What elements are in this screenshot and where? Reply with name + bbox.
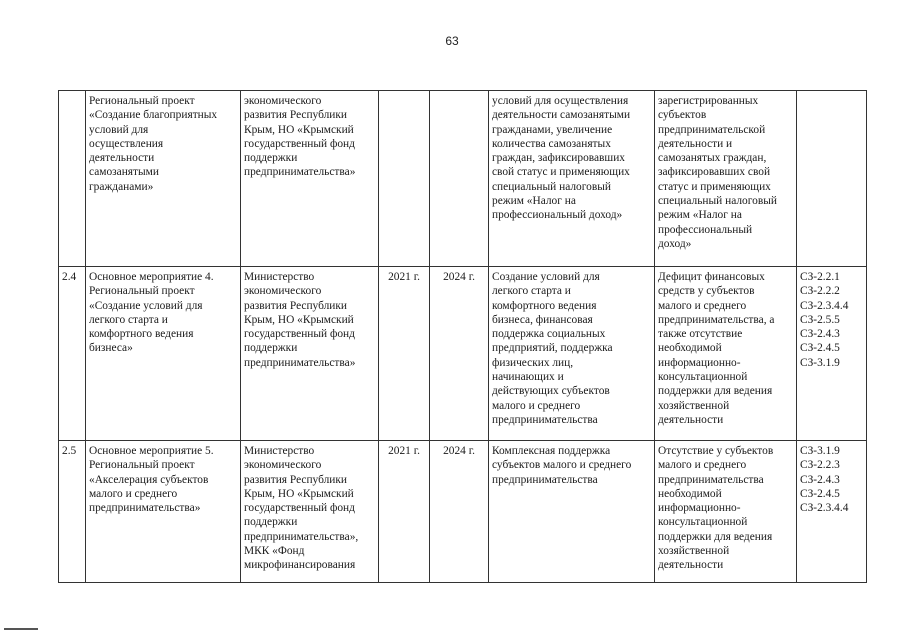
table-row bbox=[59, 91, 867, 267]
cell-expected-result-line: свой статус и применяющих bbox=[492, 166, 630, 179]
table-body bbox=[59, 91, 867, 583]
scan-edge-mark bbox=[4, 628, 38, 630]
program-activities-table bbox=[58, 90, 867, 583]
cell-expected-result-line: субъектов малого и среднего bbox=[492, 459, 632, 472]
cell-expected-result-line: профессиональный доход» bbox=[492, 209, 623, 222]
cell-consequences-line: Отсутствие у субъектов bbox=[658, 445, 774, 457]
cell-executor bbox=[241, 441, 379, 583]
cell-executor-line: развития Республики bbox=[244, 109, 348, 122]
cell-indicator-codes bbox=[797, 91, 867, 267]
cell-executor-line: экономического bbox=[244, 95, 322, 107]
cell-consequences-line: хозяйственной bbox=[658, 399, 730, 412]
cell-expected-result-line: Создание условий для bbox=[492, 271, 600, 283]
cell-consequences-line: самозанятых граждан, bbox=[658, 152, 767, 165]
cell-indicator-codes-line: СЗ-2.2.2 bbox=[800, 285, 840, 298]
cell-indicator-codes bbox=[797, 267, 867, 441]
cell-activity-name-line: Основное мероприятие 5. bbox=[89, 445, 214, 457]
cell-executor-line: государственный фонд bbox=[244, 328, 355, 341]
cell-activity-name-line: осуществления bbox=[89, 137, 164, 150]
cell-consequences bbox=[655, 91, 797, 267]
cell-end-year bbox=[430, 91, 489, 267]
cell-executor-line: предпринимательства» bbox=[244, 356, 356, 369]
cell-activity-name-line: гражданами» bbox=[89, 180, 154, 193]
cell-consequences-line: деятельности и bbox=[658, 137, 733, 150]
cell-consequences-line: информационно- bbox=[658, 502, 741, 515]
cell-consequences-line: малого и среднего bbox=[658, 299, 747, 312]
cell-indicator-codes-line: СЗ-2.2.1 bbox=[800, 271, 840, 283]
cell-executor-line: развития Республики bbox=[244, 473, 348, 486]
cell-executor-line: Крым, НО «Крымский bbox=[244, 313, 354, 326]
cell-activity-name-line: Основное мероприятие 4. bbox=[89, 271, 214, 283]
cell-consequences-line: статус и применяющих bbox=[658, 180, 771, 193]
cell-expected-result-line: количества самозанятых bbox=[492, 137, 611, 150]
cell-consequences-line: малого и среднего bbox=[658, 459, 747, 472]
cell-activity-name-line: легкого старта и bbox=[89, 313, 168, 326]
table-row bbox=[59, 441, 867, 583]
cell-executor-line: экономического bbox=[244, 459, 322, 472]
cell-consequences-line: профессиональный bbox=[658, 223, 753, 236]
cell-indicator-codes bbox=[797, 441, 867, 583]
cell-executor-line: государственный фонд bbox=[244, 502, 355, 515]
cell-activity-name-line: «Акселерация субъектов bbox=[89, 473, 209, 486]
cell-executor-line: поддержки bbox=[244, 152, 298, 165]
cell-consequences-line: Дефицит финансовых bbox=[658, 271, 765, 283]
cell-executor-line: МКК «Фонд bbox=[244, 545, 305, 558]
cell-consequences-line: также отсутствие bbox=[658, 328, 743, 341]
cell-executor-line: Министерство bbox=[244, 271, 315, 283]
cell-consequences-line: субъектов bbox=[658, 109, 707, 122]
cell-expected-result-line: малого и среднего bbox=[492, 399, 581, 412]
cell-expected-result bbox=[489, 441, 655, 583]
cell-activity-name bbox=[86, 267, 241, 441]
cell-number: 2.5 bbox=[59, 441, 86, 583]
cell-executor-line: развития Республики bbox=[244, 299, 348, 312]
cell-consequences-line: необходимой bbox=[658, 342, 722, 355]
cell-activity-name-line: «Создание благоприятных bbox=[89, 109, 218, 122]
cell-executor-line: предпринимательства» bbox=[244, 166, 356, 179]
cell-activity-name-line: Региональный проект bbox=[89, 285, 195, 298]
cell-consequences-line: консультационной bbox=[658, 371, 748, 384]
cell-consequences-line: поддержки для ведения bbox=[658, 530, 773, 543]
cell-expected-result-line: деятельности самозанятыми bbox=[492, 109, 631, 122]
cell-expected-result-line: граждан, зафиксировавших bbox=[492, 152, 625, 165]
cell-executor-line: государственный фонд bbox=[244, 137, 355, 150]
cell-activity-name bbox=[86, 441, 241, 583]
cell-consequences-line: деятельности bbox=[658, 559, 724, 572]
cell-indicator-codes-line: СЗ-2.5.5 bbox=[800, 313, 840, 326]
table-row bbox=[59, 267, 867, 441]
cell-expected-result-line: предпринимательства bbox=[492, 413, 598, 426]
cell-activity-name-line: бизнеса» bbox=[89, 342, 133, 355]
cell-consequences-line: информационно- bbox=[658, 356, 741, 369]
cell-consequences bbox=[655, 267, 797, 441]
cell-expected-result-line: легкого старта и bbox=[492, 285, 571, 298]
cell-activity-name-line: Региональный проект bbox=[89, 459, 195, 472]
cell-expected-result-line: бизнеса, финансовая bbox=[492, 313, 593, 326]
cell-start-year: 2021 г. bbox=[379, 267, 430, 441]
cell-activity-name-line: самозанятыми bbox=[89, 166, 159, 179]
cell-executor-line: Крым, НО «Крымский bbox=[244, 123, 354, 136]
cell-executor-line: поддержки bbox=[244, 342, 298, 355]
cell-executor-line: предпринимательства», bbox=[244, 530, 359, 543]
cell-expected-result-line: начинающих и bbox=[492, 371, 564, 384]
page-number: 63 bbox=[445, 34, 459, 48]
cell-consequences-line: необходимой bbox=[658, 487, 722, 500]
cell-indicator-codes-line: СЗ-2.3.4.4 bbox=[800, 502, 849, 515]
cell-indicator-codes-line: СЗ-2.3.4.4 bbox=[800, 299, 849, 312]
cell-consequences-line: предпринимательской bbox=[658, 123, 766, 136]
cell-executor-line: Министерство bbox=[244, 445, 315, 457]
cell-expected-result-line: действующих субъектов bbox=[492, 385, 610, 398]
cell-end-year: 2024 г. bbox=[430, 267, 489, 441]
cell-indicator-codes-line: СЗ-2.4.3 bbox=[800, 328, 840, 341]
cell-start-year bbox=[379, 91, 430, 267]
cell-executor bbox=[241, 267, 379, 441]
cell-executor bbox=[241, 91, 379, 267]
cell-consequences-line: зарегистрированных bbox=[658, 95, 759, 107]
cell-activity-name-line: комфортного ведения bbox=[89, 328, 194, 341]
cell-number bbox=[59, 91, 86, 267]
cell-executor-line: экономического bbox=[244, 285, 322, 298]
cell-activity-name-line: «Создание условий для bbox=[89, 299, 203, 312]
cell-expected-result-line: поддержка социальных bbox=[492, 328, 606, 341]
cell-indicator-codes-line: СЗ-3.1.9 bbox=[800, 356, 840, 369]
cell-expected-result-line: комфортного ведения bbox=[492, 299, 597, 312]
cell-expected-result bbox=[489, 267, 655, 441]
cell-end-year: 2024 г. bbox=[430, 441, 489, 583]
cell-activity-name bbox=[86, 91, 241, 267]
cell-consequences-line: поддержки для ведения bbox=[658, 385, 773, 398]
cell-consequences bbox=[655, 441, 797, 583]
cell-number: 2.4 bbox=[59, 267, 86, 441]
cell-consequences-line: предпринимательства bbox=[658, 473, 764, 486]
cell-indicator-codes-line: СЗ-2.4.5 bbox=[800, 487, 840, 500]
cell-indicator-codes-line: СЗ-2.4.5 bbox=[800, 342, 840, 355]
cell-activity-name-line: малого и среднего bbox=[89, 487, 178, 500]
cell-expected-result-line: режим «Налог на bbox=[492, 195, 576, 208]
cell-activity-name-line: деятельности bbox=[89, 152, 155, 165]
cell-expected-result bbox=[489, 91, 655, 267]
cell-consequences-line: предпринимательства, а bbox=[658, 313, 775, 326]
cell-consequences-line: режим «Налог на bbox=[658, 209, 742, 222]
cell-consequences-line: специальный налоговый bbox=[658, 195, 777, 208]
cell-expected-result-line: предприятий, поддержка bbox=[492, 342, 613, 355]
cell-expected-result-line: гражданами, увеличение bbox=[492, 123, 613, 136]
cell-start-year: 2021 г. bbox=[379, 441, 430, 583]
cell-indicator-codes-line: СЗ-3.1.9 bbox=[800, 445, 840, 457]
cell-activity-name-line: Региональный проект bbox=[89, 95, 195, 107]
cell-expected-result-line: специальный налоговый bbox=[492, 180, 611, 193]
cell-consequences-line: средств у субъектов bbox=[658, 285, 755, 298]
cell-consequences-line: деятельности bbox=[658, 413, 724, 426]
cell-indicator-codes-line: СЗ-2.4.3 bbox=[800, 473, 840, 486]
cell-consequences-line: зафиксировавших свой bbox=[658, 166, 771, 179]
cell-activity-name-line: предпринимательства» bbox=[89, 502, 201, 515]
cell-consequences-line: доход» bbox=[658, 237, 692, 250]
cell-activity-name-line: условий для bbox=[89, 123, 149, 136]
cell-expected-result-line: Комплексная поддержка bbox=[492, 445, 611, 457]
cell-executor-line: поддержки bbox=[244, 516, 298, 529]
cell-executor-line: микрофинансирования bbox=[244, 559, 356, 572]
cell-expected-result-line: физических лиц, bbox=[492, 356, 574, 369]
cell-expected-result-line: условий для осуществления bbox=[492, 95, 629, 107]
cell-executor-line: Крым, НО «Крымский bbox=[244, 487, 354, 500]
cell-consequences-line: хозяйственной bbox=[658, 545, 730, 558]
cell-indicator-codes-line: СЗ-2.2.3 bbox=[800, 459, 840, 472]
cell-expected-result-line: предпринимательства bbox=[492, 473, 598, 486]
cell-consequences-line: консультационной bbox=[658, 516, 748, 529]
